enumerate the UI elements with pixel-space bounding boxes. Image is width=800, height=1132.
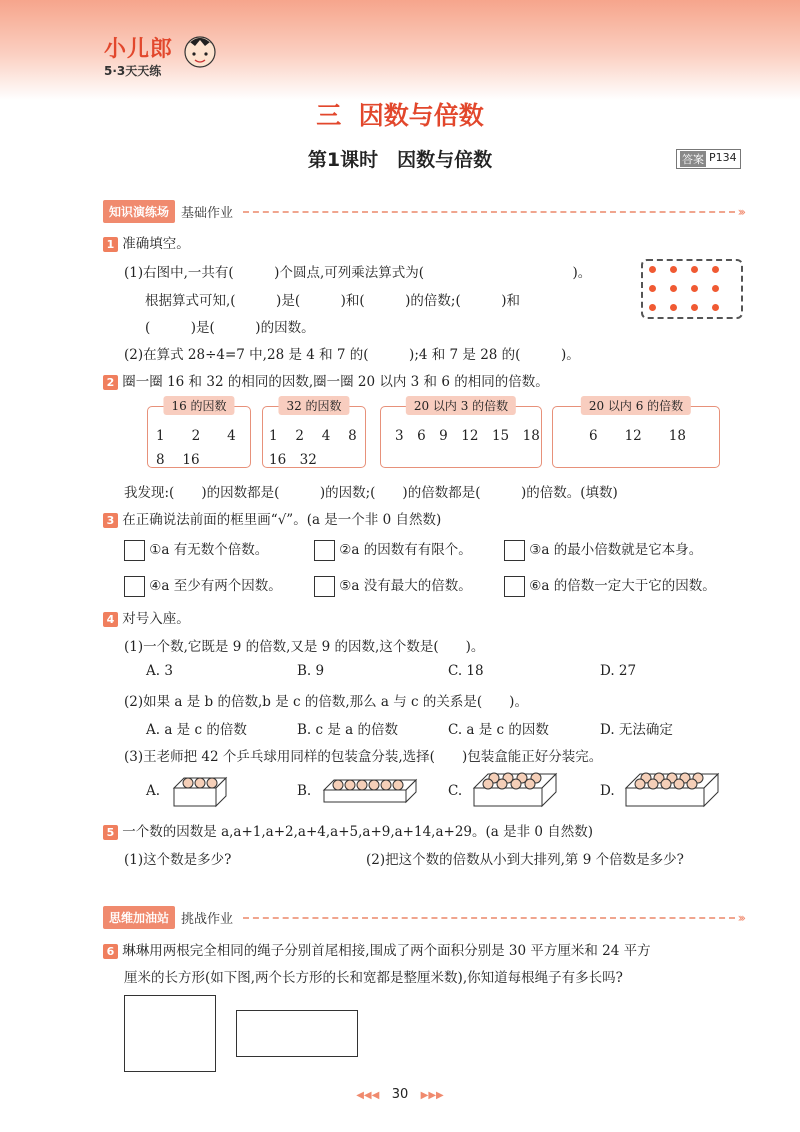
question-number: 5 [103,825,118,840]
egg-box-a [170,770,230,810]
box-title: 20 以内 6 的倍数 [581,396,691,415]
factor-box-32 [262,399,366,468]
question-number: 1 [103,237,118,252]
q6-line2: 厘米的长方形(如下图,两个长方形的长和宽都是整厘米数),你知道每根绳子有多长吗? [124,970,623,986]
divider [243,211,735,213]
choice-a: A. a 是 c 的倍数 [146,722,247,738]
box-row: 6 12 18 [589,428,686,444]
choice-b: B. 9 [297,663,325,679]
boy-mascot-icon [180,28,220,78]
rectangle-24 [236,1010,358,1057]
q4-sub2: (2)如果 a 是 b 的倍数,b 是 c 的倍数,那么 a 与 c 的关系是( )。 [124,694,528,710]
egg-box-c [470,766,560,810]
answer-ref [676,149,741,169]
box-title: 16 的因数 [163,396,234,415]
box-row: 8 16 [156,452,200,468]
q1-line3: ( )是( )的因数。 [145,320,315,336]
choice-c: C. a 是 c 的因数 [448,722,549,738]
factor-box-16 [147,399,251,468]
q3-option: ②a 的因数有有限个。 [314,538,472,561]
question-title: 圈一圈 16 和 32 的相同的因数,圈一圈 20 以内 3 和 6 的相同的倍数。 [122,374,549,390]
dot-array-figure [641,259,743,319]
section-tag: 知识演练场 [103,200,175,223]
q1-line4: (2)在算式 28÷4=7 中,28 是 4 和 7 的( );4 和 7 是 28 的( )。 [124,347,580,363]
answer-label: 答案 [682,153,704,166]
arrows-icon: ››› [737,910,743,925]
question-number: 6 [103,944,118,959]
question-number: 2 [103,375,118,390]
arrows-icon: ››› [737,204,743,219]
egg-box-b [320,770,420,810]
section-basic [103,200,743,223]
q1-line1: (1)右图中,一共有( )个圆点,可列乘法算式为( )。 [124,265,592,281]
lesson-title: 第1课时 因数与倍数 [307,149,493,171]
choice-c: C. [448,783,463,799]
multiple-box-3 [380,399,542,468]
question-title: 一个数的因数是 a,a+1,a+2,a+4,a+5,a+9,a+14,a+29。(a 是非 0 自然数) [122,824,594,840]
choice-d: D. [600,783,615,799]
choice-a: A. 3 [146,663,173,679]
series-name: 5·3天天练 [104,64,162,78]
question-title: 准确填空。 [122,236,190,252]
choice-d: D. 无法确定 [600,722,673,738]
checkbox[interactable] [504,540,525,561]
choice-b: B. c 是 a 的倍数 [297,722,398,738]
section-challenge [103,906,743,929]
q5-sub1: (1)这个数是多少? [124,852,232,868]
q3-option: ④a 至少有两个因数。 [124,574,282,597]
question-title: 在正确说法前面的框里画“√”。(a 是一个非 0 自然数) [122,512,442,528]
question-3 [103,508,441,528]
q4-sub1: (1)一个数,它既是 9 的倍数,又是 9 的因数,这个数是( )。 [124,639,485,655]
page-footer [0,1087,800,1102]
box-row: 1 2 4 8 [269,428,357,444]
question-1 [103,232,190,252]
choice-c: C. 18 [448,663,484,679]
chapter-title: 三 因数与倍数 [316,101,484,130]
box-row: 3 6 9 12 15 18 [395,428,540,444]
page-number: 30 [391,1087,409,1102]
section-subtitle: 基础作业 [181,206,234,221]
question-text: 琳琳用两根完全相同的绳子分别首尾相接,围成了两个面积分别是 30 平方厘米和 24 平方 [122,943,651,959]
brand-logo: 小儿郎 [104,37,174,62]
q1-line2: 根据算式可知,( )是( )和( )的倍数;( )和 [145,293,520,309]
checkbox[interactable] [314,576,335,597]
multiple-box-6 [552,399,720,468]
q3-option: ③a 的最小倍数就是它本身。 [504,538,702,561]
q4-sub3: (3)王老师把 42 个乒乓球用同样的包装盒分装,选择( )包装盒能正好分装完。 [124,749,603,765]
q3-option: ①a 有无数个倍数。 [124,538,268,561]
divider [243,917,735,919]
checkbox[interactable] [124,576,145,597]
rectangle-30 [124,995,216,1072]
q3-option: ⑤a 没有最大的倍数。 [314,574,472,597]
question-number: 3 [103,513,118,528]
section-tag: 思维加油站 [103,906,175,929]
checkbox[interactable] [314,540,335,561]
checkbox[interactable] [124,540,145,561]
question-5 [103,820,593,840]
answer-page: P134 [709,151,737,164]
right-arrows-icon: ▶▶▶ [420,1090,444,1101]
egg-box-d [622,766,722,810]
question-4 [103,607,190,627]
box-row: 1 2 4 [156,428,236,444]
box-row: 16 32 [269,452,317,468]
question-title: 对号入座。 [122,611,190,627]
question-number: 4 [103,612,118,627]
q2-finding: 我发现:( )的因数都是( )的因数;( )的倍数都是( )的倍数。(填数) [124,485,618,501]
box-title: 32 的因数 [278,396,349,415]
choice-a: A. [146,783,161,799]
question-6 [103,939,651,959]
q3-option: ⑥a 的倍数一定大于它的因数。 [504,574,716,597]
section-subtitle: 挑战作业 [181,912,234,927]
left-arrows-icon: ◀◀◀ [356,1090,380,1101]
box-title: 20 以内 3 的倍数 [406,396,516,415]
choice-d: D. 27 [600,663,637,679]
choice-b: B. [297,783,312,799]
checkbox[interactable] [504,576,525,597]
q5-sub2: (2)把这个数的倍数从小到大排列,第 9 个倍数是多少? [366,852,684,868]
question-2 [103,370,549,390]
